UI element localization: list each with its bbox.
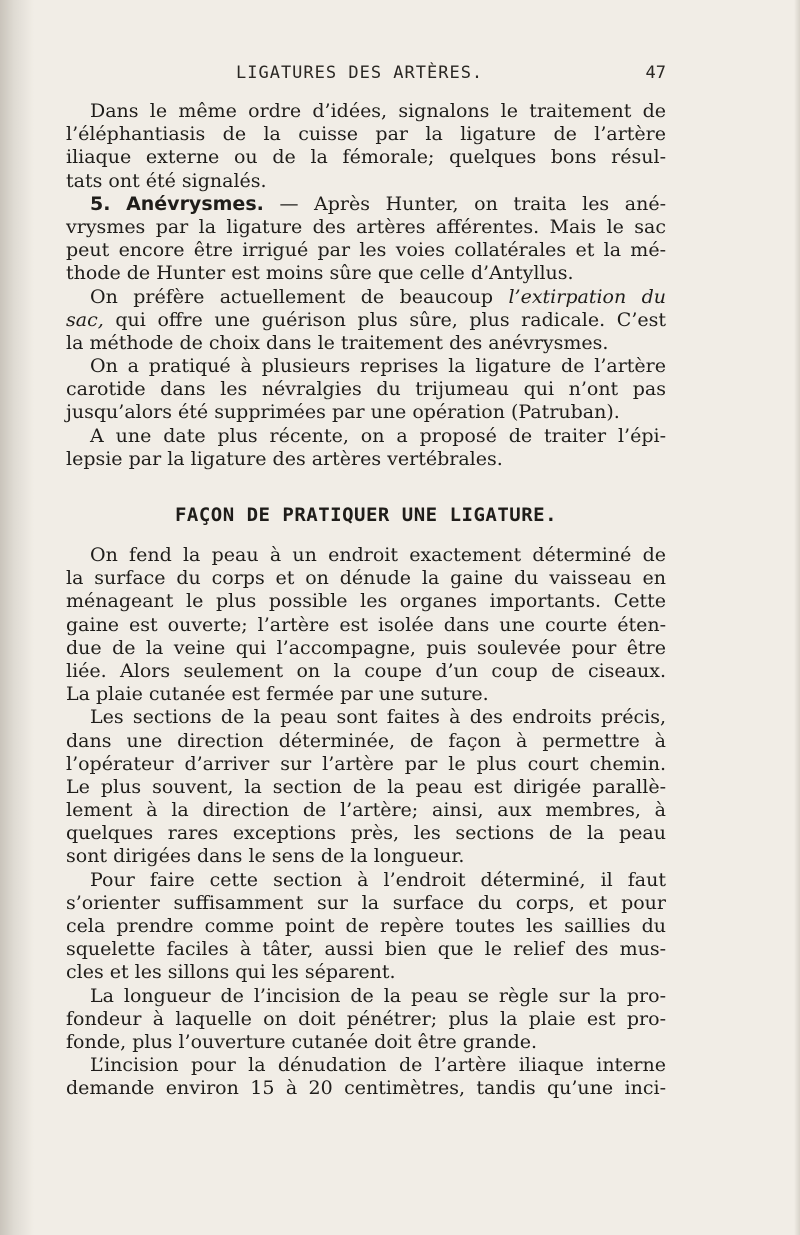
text-line: la méthode de choix dans le traitement des anévrysmes. xyxy=(66,331,609,354)
text-line: sont dirigées dans le sens de la longueur. xyxy=(66,845,465,868)
text-line: La plaie cutanée est fermée par une suture. xyxy=(66,683,489,706)
text-line: peut encore être irrigué par les voies collatérales et la mé- xyxy=(66,239,666,262)
line-text: qui offre une guérison plus sûre, plus radicale. C’est xyxy=(103,308,666,331)
paragraph-anevrysmes xyxy=(66,193,666,286)
paragraph-elephantiasis xyxy=(66,100,666,193)
text-line: ménageant le plus possible les organes importants. Cette xyxy=(66,590,666,613)
text-line: La longueur de l’incision de la peau se règle sur la pro- xyxy=(90,984,666,1007)
text-line: iliaque externe ou de la fémorale; quelques bons résul- xyxy=(66,146,666,169)
text-line: L’incision pour la dénudation de l’artère iliaque interne xyxy=(90,1054,666,1077)
text-line: gaine est ouverte; l’artère est isolée dans une courte éten- xyxy=(66,613,666,636)
line-text: — Après Hunter, on traita les ané- xyxy=(279,192,667,215)
text-line: Pour faire cette section à l’endroit déterminé, il faut xyxy=(90,868,666,891)
page-body xyxy=(66,100,666,1101)
text-line: jusqu’alors été supprimées par une opération (Patruban). xyxy=(66,401,620,424)
italic-term: sac, xyxy=(66,308,104,331)
paragraph-longueur xyxy=(66,985,666,1055)
paragraph-technique xyxy=(66,544,666,706)
section-number: 5. xyxy=(90,192,111,215)
text-line: l’opérateur d’arriver sur l’artère par le plus court chemin. xyxy=(66,752,666,775)
text-line: demande environ 15 à 20 centimètres, tandis qu’une inci- xyxy=(66,1077,666,1100)
text-line: lement à la direction de l’artère; ainsi, aux membres, à xyxy=(66,799,666,822)
section-term: Anévrysmes. xyxy=(126,192,264,215)
paragraph-orientation xyxy=(66,869,666,985)
text-line: Le plus souvent, la section de la peau est dirigée parallè- xyxy=(66,775,666,798)
text-line: thode de Hunter est moins sûre que celle d’Antyllus. xyxy=(66,262,574,285)
text-line: quelques rares exceptions près, les sections de la peau xyxy=(66,822,666,845)
page-edge xyxy=(794,0,800,1235)
running-title: LIGATURES DES ARTÈRES. xyxy=(236,63,484,83)
text-line xyxy=(66,193,666,216)
text-line: cela prendre comme point de repère toutes les saillies du xyxy=(66,915,666,937)
text-line: fondeur à laquelle on doit pénétrer; plus la plaie est pro- xyxy=(66,1007,666,1030)
text-line: fonde, plus l’ouverture cutanée doit être grande. xyxy=(66,1030,538,1053)
text-line: Les sections de la peau sont faites à des endroits précis, xyxy=(90,706,666,729)
line-text: On préfère actuellement de beaucoup xyxy=(90,285,509,308)
text-line: s’orienter suffisamment sur la surface du corps, et pour xyxy=(66,891,666,914)
text-line: la surface du corps et on dénude la gaine du vaisseau en xyxy=(66,567,666,590)
page-number: 47 xyxy=(645,63,666,83)
text-line: tats ont été signalés. xyxy=(66,169,267,192)
text-line: vrysmes par la ligature des artères afférentes. Mais le sac xyxy=(66,215,666,238)
text-line: A une date plus récente, on a proposé de traiter l’épi- xyxy=(90,424,666,447)
text-line: carotide dans les névralgies du trijumeau qui n’ont pas xyxy=(66,378,666,401)
paragraph-sections xyxy=(66,706,666,868)
text-line: l’éléphantiasis de la cuisse par la ligature de l’artère xyxy=(66,123,666,146)
italic-term: l’extirpation du xyxy=(508,285,667,308)
text-line: liée. Alors seulement on la coupe d’un coup de ciseaux. xyxy=(66,659,666,682)
paragraph-epilepsie xyxy=(66,425,666,471)
binding-shadow xyxy=(0,0,34,1235)
text-line: dans une direction déterminée, de façon à permettre à xyxy=(66,729,666,752)
running-header xyxy=(66,63,666,89)
text-line xyxy=(66,309,666,332)
paragraph-incision xyxy=(66,1054,666,1100)
text-line: On fend la peau à un endroit exactement déterminé de xyxy=(90,544,666,566)
paragraph-carotide xyxy=(66,355,666,425)
text-line: due de la veine qui l’accompagne, puis soulevée pour être xyxy=(66,636,666,659)
section-heading: FAÇON DE PRATIQUER UNE LIGATURE. xyxy=(174,504,558,526)
text-line: On a pratiqué à plusieurs reprises la ligature de l’artère xyxy=(90,355,666,378)
text-line xyxy=(66,286,666,309)
paragraph-extirpation xyxy=(66,286,666,356)
text-line: squelette faciles à tâter, aussi bien que le relief des mus- xyxy=(66,938,666,961)
text-line: cles et les sillons qui les séparent. xyxy=(66,961,396,984)
text-line: lepsie par la ligature des artères vertébrales. xyxy=(66,447,503,470)
text-line: Dans le même ordre d’idées, signalons le traitement de xyxy=(90,100,666,122)
